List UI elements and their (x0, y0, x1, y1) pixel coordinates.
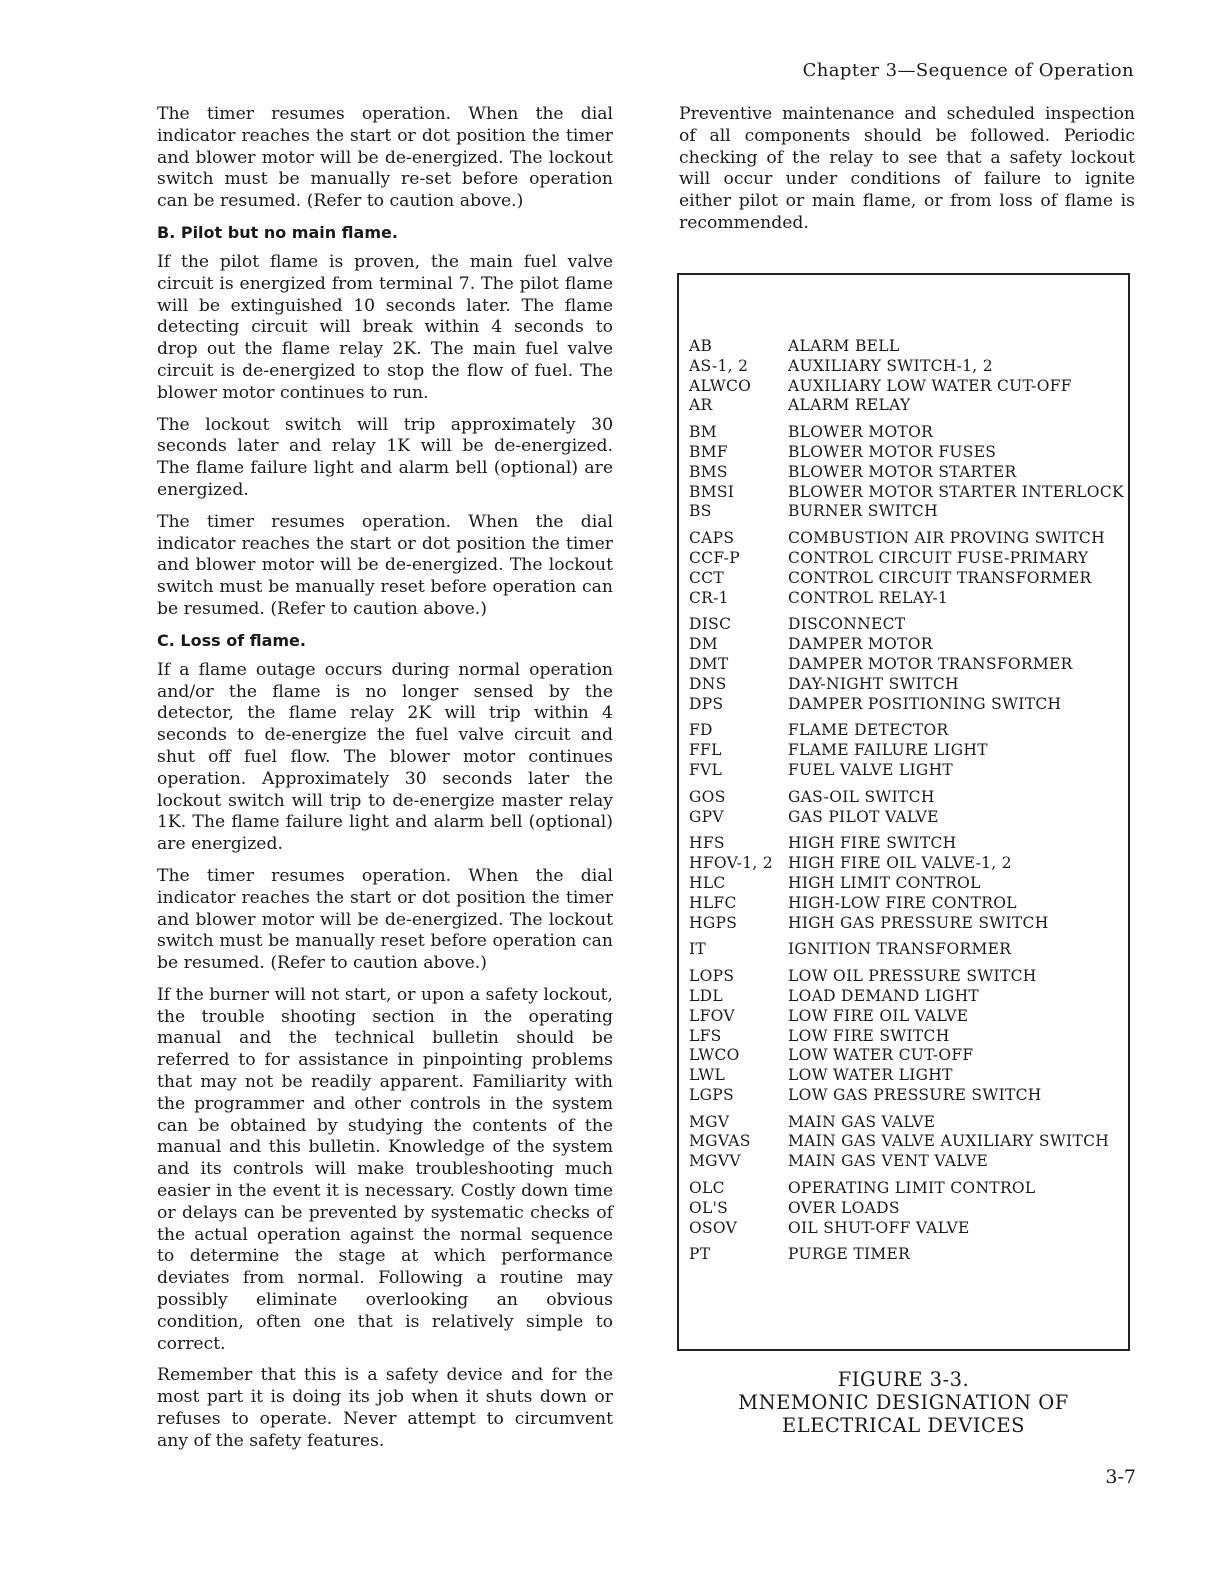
table-row (689, 483, 1128, 503)
mnemonic-group (689, 721, 1128, 780)
mnemonic-description: LOW FIRE OIL VALVE (788, 1006, 969, 1025)
running-header: Chapter 3—Sequence of Operation (802, 60, 1134, 81)
mnemonic-abbreviation: GOS (689, 787, 726, 806)
mnemonic-abbreviation: CCF-P (689, 548, 740, 567)
mnemonic-abbreviation: BMS (689, 462, 728, 481)
mnemonic-description: LOW WATER LIGHT (788, 1066, 953, 1085)
mnemonic-description: LOW WATER CUT-OFF (788, 1046, 974, 1065)
mnemonic-description: DAMPER POSITIONING SWITCH (788, 694, 1062, 713)
mnemonic-description: FLAME FAILURE LIGHT (788, 741, 988, 760)
mnemonic-group (689, 423, 1128, 522)
mnemonic-abbreviation: MGVAS (689, 1132, 751, 1151)
table-row (689, 1086, 1128, 1106)
mnemonic-group (689, 940, 1128, 960)
mnemonic-description: DISCONNECT (788, 615, 906, 634)
mnemonic-description: MAIN GAS VALVE (788, 1112, 936, 1131)
mnemonic-abbreviation: BM (689, 423, 717, 442)
mnemonic-description: GAS PILOT VALVE (788, 807, 939, 826)
table-row (689, 1199, 1128, 1219)
mnemonic-abbreviation: OL'S (689, 1198, 729, 1217)
table-row (689, 914, 1128, 934)
table-row (689, 1132, 1128, 1152)
mnemonic-group (689, 529, 1128, 608)
mnemonic-description: AUXILIARY LOW WATER CUT-OFF (788, 376, 1072, 395)
mnemonic-table (677, 273, 1130, 1351)
paragraph: Preventive maintenance and scheduled inspection of all components should be followed. Periodic checking of the relay to see that a safety lockout will occur under conditions of failure to ignite either pilot or main flame, or from loss of flame is recommended. (679, 104, 1135, 233)
left-column (157, 104, 613, 1463)
table-row (689, 695, 1128, 715)
section-heading-b: B. Pilot but no main flame. (157, 222, 398, 242)
table-row (689, 788, 1128, 808)
mnemonic-abbreviation: CCT (689, 568, 724, 587)
mnemonic-description: BLOWER MOTOR FUSES (788, 442, 997, 461)
mnemonic-description: OVER LOADS (788, 1198, 900, 1217)
mnemonic-description: BLOWER MOTOR STARTER INTERLOCK (788, 482, 1124, 501)
right-column (679, 104, 1135, 245)
mnemonic-group (689, 1113, 1128, 1172)
table-row (689, 337, 1128, 357)
table-row (689, 443, 1128, 463)
mnemonic-abbreviation: BS (689, 502, 712, 521)
table-row (689, 808, 1128, 828)
table-row (689, 834, 1128, 854)
table-row (689, 1027, 1128, 1047)
table-row (689, 1179, 1128, 1199)
mnemonic-group (689, 834, 1128, 933)
mnemonic-abbreviation: LFOV (689, 1006, 735, 1025)
table-row (689, 940, 1128, 960)
paragraph: Remember that this is a safety device and for the most part it is doing its job when it shuts down or refuses to operate. Never attempt to circumvent any of the safety features. (157, 1365, 613, 1451)
mnemonic-abbreviation: LOPS (689, 967, 735, 986)
mnemonic-description: LOW GAS PRESSURE SWITCH (788, 1085, 1042, 1104)
table-row (689, 357, 1128, 377)
table-row (689, 549, 1128, 569)
figure-caption (677, 1368, 1130, 1437)
mnemonic-abbreviation: MGVV (689, 1152, 741, 1171)
table-row (689, 1245, 1128, 1265)
mnemonic-description: BURNER SWITCH (788, 502, 938, 521)
table-row (689, 1152, 1128, 1172)
table-row (689, 761, 1128, 781)
table-row (689, 675, 1128, 695)
mnemonic-abbreviation: PT (689, 1245, 711, 1264)
table-row (689, 967, 1128, 987)
table-row (689, 529, 1128, 549)
mnemonic-description: AUXILIARY SWITCH-1, 2 (788, 356, 993, 375)
mnemonic-description: ALARM BELL (788, 337, 900, 355)
mnemonic-description: DAMPER MOTOR (788, 635, 933, 654)
table-row (689, 655, 1128, 675)
mnemonic-abbreviation: LWCO (689, 1046, 740, 1065)
table-row (689, 423, 1128, 443)
table-row (689, 635, 1128, 655)
table-row (689, 741, 1128, 761)
mnemonic-description: GAS-OIL SWITCH (788, 787, 935, 806)
mnemonic-abbreviation: DMT (689, 654, 729, 673)
mnemonic-abbreviation: LFS (689, 1026, 722, 1045)
mnemonic-description: FUEL VALVE LIGHT (788, 760, 954, 779)
mnemonic-group (689, 788, 1128, 828)
mnemonic-description: DAMPER MOTOR TRANSFORMER (788, 654, 1073, 673)
table-row (689, 1066, 1128, 1086)
mnemonic-description: MAIN GAS VENT VALVE (788, 1152, 989, 1171)
figure-label: FIGURE 3-3. (837, 1368, 970, 1391)
table-row (689, 615, 1128, 635)
mnemonic-description: HIGH FIRE OIL VALVE-1, 2 (788, 854, 1012, 873)
paragraph: If the pilot flame is proven, the main fuel valve circuit is energized from terminal 7. The pilot flame will be extinguished 10 seconds later. The flame detecting circuit will break within 4 seconds to drop out the flame relay 2K. The main fuel valve circuit is de-energized to stop the flow of fuel. The blower motor continues to run. (157, 251, 613, 403)
table-row (689, 721, 1128, 741)
table-row (689, 569, 1128, 589)
mnemonic-abbreviation: HLC (689, 873, 726, 892)
paragraph: The lockout switch will trip approximately 30 seconds later and relay 1K will be de-energized. The flame failure light and alarm bell (optional) are energized. (157, 414, 613, 500)
table-row (689, 1007, 1128, 1027)
mnemonic-abbreviation: HFS (689, 834, 725, 853)
mnemonic-description: CONTROL CIRCUIT FUSE-PRIMARY (788, 548, 1089, 567)
mnemonic-description: ALARM RELAY (788, 396, 911, 415)
mnemonic-description: CONTROL RELAY-1 (788, 588, 949, 607)
mnemonic-abbreviation: BMF (689, 442, 728, 461)
table-row (689, 894, 1128, 914)
mnemonic-description: COMBUSTION AIR PROVING SWITCH (788, 529, 1105, 548)
mnemonic-abbreviation: DM (689, 635, 718, 654)
mnemonic-abbreviation: AS-1, 2 (689, 356, 749, 375)
mnemonic-description: MAIN GAS VALVE AUXILIARY SWITCH (788, 1132, 1110, 1151)
table-row (689, 463, 1128, 483)
mnemonic-abbreviation: HGPS (689, 913, 738, 932)
mnemonic-description: HIGH-LOW FIRE CONTROL (788, 893, 1017, 912)
mnemonic-description: FLAME DETECTOR (788, 721, 949, 740)
figure-title-line-2: ELECTRICAL DEVICES (781, 1414, 1026, 1437)
table-row (689, 502, 1128, 522)
table-row (689, 1046, 1128, 1066)
mnemonic-description: OPERATING LIMIT CONTROL (788, 1179, 1036, 1198)
mnemonic-abbreviation: BMSI (689, 482, 735, 501)
mnemonic-group (689, 1179, 1128, 1238)
mnemonic-abbreviation: FFL (689, 741, 722, 760)
mnemonic-abbreviation: AB (689, 337, 713, 355)
mnemonic-abbreviation: IT (689, 940, 707, 959)
mnemonic-group (689, 615, 1128, 714)
table-row (689, 1219, 1128, 1239)
mnemonic-abbreviation: GPV (689, 807, 724, 826)
mnemonic-abbreviation: DISC (689, 615, 732, 634)
mnemonic-description: HIGH GAS PRESSURE SWITCH (788, 913, 1049, 932)
mnemonic-description: PURGE TIMER (788, 1245, 911, 1264)
mnemonic-description: CONTROL CIRCUIT TRANSFORMER (788, 568, 1092, 587)
mnemonic-abbreviation: HFOV-1, 2 (689, 854, 773, 873)
mnemonic-group (689, 967, 1128, 1106)
mnemonic-description: HIGH LIMIT CONTROL (788, 873, 981, 892)
mnemonic-group (689, 1245, 1128, 1265)
mnemonic-abbreviation: LDL (689, 986, 723, 1005)
mnemonic-abbreviation: LGPS (689, 1085, 734, 1104)
mnemonic-abbreviation: FVL (689, 760, 723, 779)
table-row (689, 1113, 1128, 1133)
table-row (689, 987, 1128, 1007)
mnemonic-abbreviation: MGV (689, 1112, 730, 1131)
mnemonic-description: DAY-NIGHT SWITCH (788, 674, 959, 693)
paragraph: If a flame outage occurs during normal operation and/or the flame is no longer sensed by the detector, the flame relay 2K will trip within 4 seconds to de-energize the fuel valve circuit and shut off fuel flow. The blower motor continues operation. Approximately 30 seconds later the lockout switch will trip to de-energize master relay 1K. The flame failure light and alarm bell (optional) are energized. (157, 659, 613, 855)
mnemonic-description: LOW FIRE SWITCH (788, 1026, 950, 1045)
mnemonic-abbreviation: DPS (689, 694, 724, 713)
table-row (689, 854, 1128, 874)
mnemonic-abbreviation: FD (689, 721, 713, 740)
mnemonic-description: LOAD DEMAND LIGHT (788, 986, 980, 1005)
mnemonic-group (689, 337, 1128, 416)
table-row (689, 589, 1128, 609)
mnemonic-groups (689, 337, 1128, 1272)
table-row (689, 874, 1128, 894)
table-row (689, 377, 1128, 397)
mnemonic-description: BLOWER MOTOR STARTER (788, 462, 1017, 481)
mnemonic-abbreviation: AR (689, 396, 713, 415)
mnemonic-description: OIL SHUT-OFF VALVE (788, 1218, 970, 1237)
page-number: 3-7 (1105, 1466, 1136, 1488)
mnemonic-abbreviation: CAPS (689, 529, 735, 548)
paragraph: The timer resumes operation. When the dial indicator reaches the start or dot position the timer and blower motor will be de-energized. The lockout switch must be manually reset before operation can be resumed. (Refer to caution above.) (157, 511, 613, 619)
mnemonic-abbreviation: DNS (689, 674, 727, 693)
mnemonic-description: IGNITION TRANSFORMER (788, 940, 1012, 959)
mnemonic-abbreviation: LWL (689, 1066, 726, 1085)
figure-title-line-1: MNEMONIC DESIGNATION OF (738, 1391, 1069, 1414)
table-row (689, 396, 1128, 416)
mnemonic-abbreviation: HLFC (689, 893, 737, 912)
mnemonic-abbreviation: OLC (689, 1179, 725, 1198)
paragraph: If the burner will not start, or upon a safety lockout, the trouble shooting section in the operating manual and the technical bulletin should be referred to for assistance in pinpointing problems that may not be readily apparent. Familiarity with the programmer and other controls in the system can be obtained by studying the contents of the manual and this bulletin. Knowledge of the system and its controls will make troubleshooting much easier in the event it is necessary. Costly down time or delays can be prevented by systematic checks of the actual operation against the normal sequence to determine the stage at which performance deviates from normal. Following a routine may possibly eliminate overlooking an obvious condition, often one that is relatively simple to correct. (157, 984, 613, 1354)
mnemonic-description: BLOWER MOTOR (788, 423, 934, 442)
mnemonic-description: HIGH FIRE SWITCH (788, 834, 957, 853)
paragraph: The timer resumes operation. When the dial indicator reaches the start or dot position the timer and blower motor will be de-energized. The lockout switch must be manually re-set before operation can be resumed. (Refer to caution above.) (157, 104, 613, 212)
mnemonic-abbreviation: CR-1 (689, 588, 729, 607)
mnemonic-description: LOW OIL PRESSURE SWITCH (788, 967, 1037, 986)
paragraph: The timer resumes operation. When the dial indicator reaches the start or dot position the timer and blower motor will be de-energized. The lockout switch must be manually reset before operation can be resumed. (Refer to caution above.) (157, 865, 613, 974)
section-heading-c: C. Loss of flame. (157, 630, 306, 650)
mnemonic-abbreviation: OSOV (689, 1218, 738, 1237)
mnemonic-abbreviation: ALWCO (689, 376, 752, 395)
